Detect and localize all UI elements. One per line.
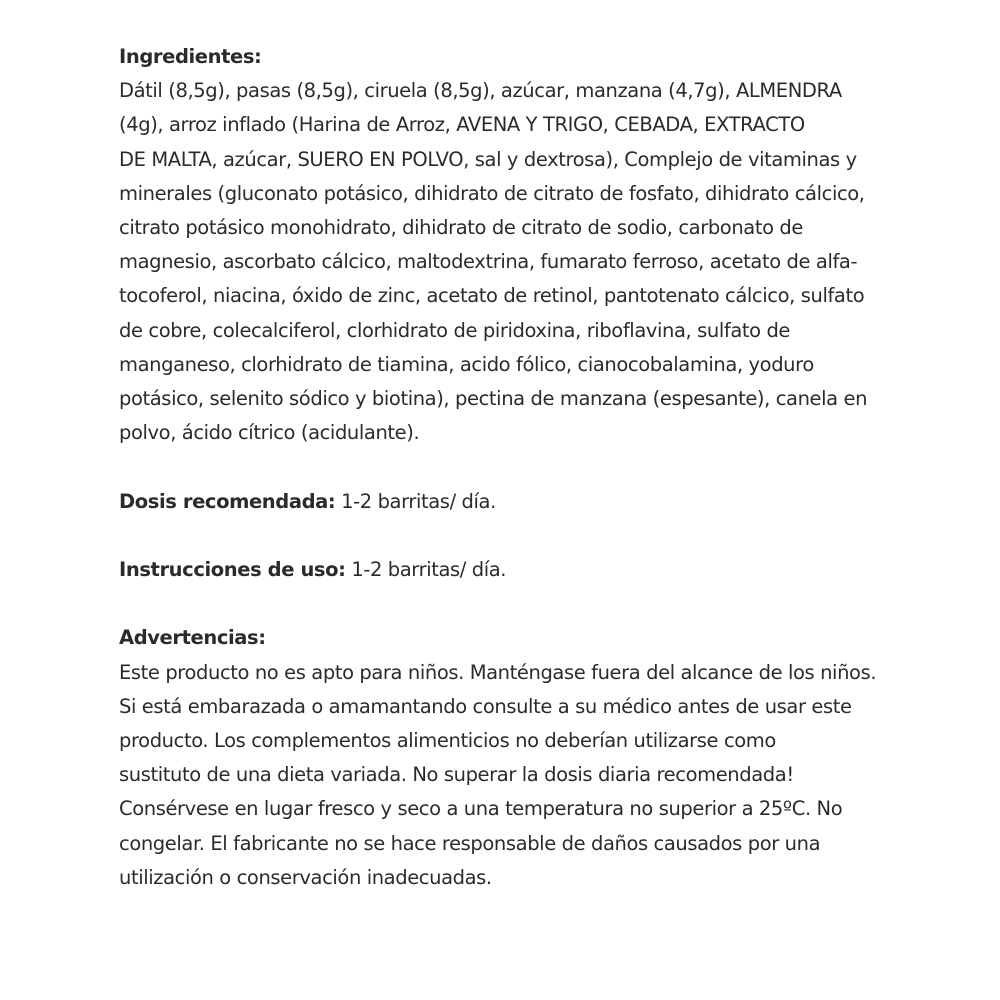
dosage-section bbox=[119, 485, 949, 519]
warnings-heading: Advertencias: bbox=[119, 626, 266, 650]
ingredients-line: minerales (gluconato potásico, dihidrato de citrato de fosfato, dihidrato cálcico, bbox=[119, 181, 865, 205]
warnings-section bbox=[119, 621, 949, 895]
warnings-line: congelar. El fabricante no se hace responsable de daños causados por una bbox=[119, 831, 821, 855]
product-info bbox=[119, 40, 949, 895]
ingredients-line: tocoferol, niacina, óxido de zinc, acetato de retinol, pantotenato cálcico, sulfato bbox=[119, 284, 865, 308]
warnings-line: Si está embarazada o amamantando consulte a su médico antes de usar este bbox=[119, 694, 852, 718]
ingredients-line: manganeso, clorhidrato de tiamina, acido fólico, cianocobalamina, yoduro bbox=[119, 352, 814, 376]
ingredients-line: (4g), arroz inflado (Harina de Arroz, AVENA Y TRIGO, CEBADA, EXTRACTO bbox=[119, 113, 805, 137]
instructions-heading: Instrucciones de uso: bbox=[119, 558, 346, 582]
warnings-line: Consérvese en lugar fresco y seco a una temperatura no superior a 25ºC. No bbox=[119, 797, 843, 821]
dosage-value: 1-2 barritas/ día. bbox=[335, 489, 496, 513]
warnings-line: utilización o conservación inadecuadas. bbox=[119, 865, 492, 889]
warnings-line: sustituto de una dieta variada. No superar la dosis diaria recomendada! bbox=[119, 763, 794, 787]
ingredients-heading: Ingredientes: bbox=[119, 45, 262, 68]
ingredients-line: de cobre, colecalciferol, clorhidrato de piridoxina, riboflavina, sulfato de bbox=[119, 318, 791, 342]
instructions-section bbox=[119, 553, 949, 587]
warnings-line: producto. Los complementos alimenticios no deberían utilizarse como bbox=[119, 729, 776, 753]
ingredients-line: citrato potásico monohidrato, dihidrato de citrato de sodio, carbonato de bbox=[119, 216, 803, 240]
instructions-value: 1-2 barritas/ día. bbox=[345, 558, 507, 582]
ingredients-line: potásico, selenito sódico y biotina), pectina de manzana (espesante), canela en bbox=[119, 387, 868, 411]
dosage-heading: Dosis recomendada: bbox=[119, 489, 336, 513]
ingredients-section bbox=[119, 40, 949, 450]
warnings-line: Este producto no es apto para niños. Manténgase fuera del alcance de los niños. bbox=[119, 660, 877, 684]
ingredients-line: DE MALTA, azúcar, SUERO EN POLVO, sal y dextrosa), Complejo de vitaminas y bbox=[119, 147, 857, 171]
ingredients-line: Dátil (8,5g), pasas (8,5g), ciruela (8,5g), azúcar, manzana (4,7g), ALMENDRA bbox=[119, 79, 842, 103]
ingredients-line: polvo, ácido cítrico (acidulante). bbox=[119, 421, 420, 445]
ingredients-line: magnesio, ascorbato cálcico, maltodextrina, fumarato ferroso, acetato de alfa- bbox=[119, 250, 858, 274]
